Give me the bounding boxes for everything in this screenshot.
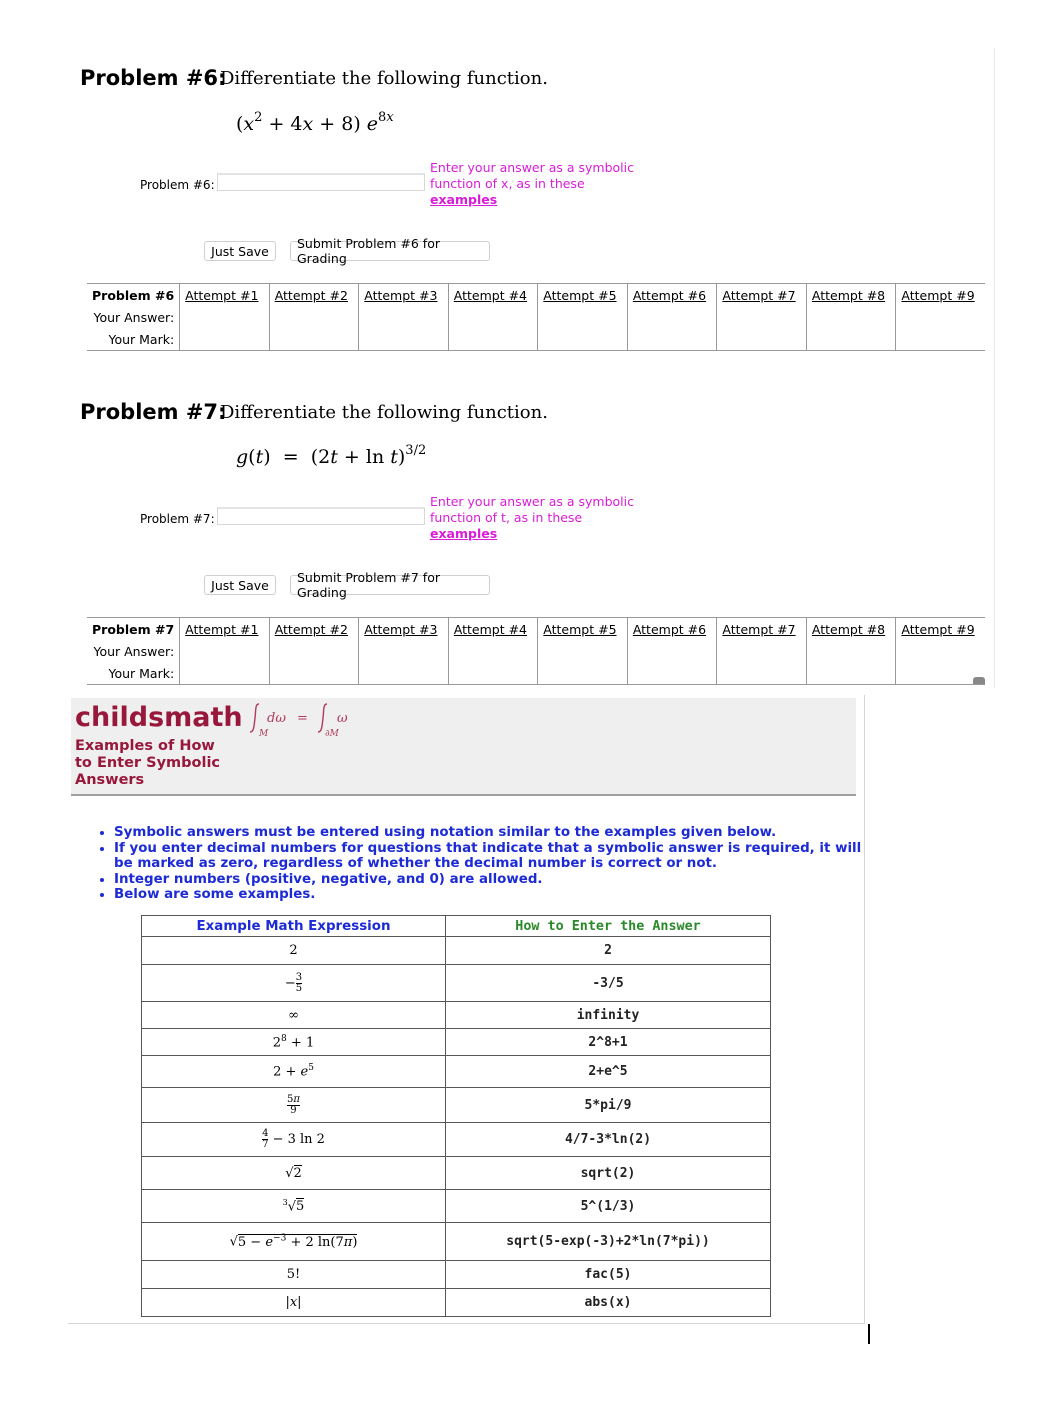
- example-expression: $\frac{4}{7}$ − 3 ln 2: [142, 1123, 446, 1157]
- problem-6-hint: Enter your answer as a symbolic function of x, as in these examples: [430, 160, 634, 207]
- rule-item: • Integer numbers (positive, negative, and 0) are allowed.: [114, 872, 864, 888]
- example-expression: 2: [142, 937, 446, 965]
- example-answer: sqrt(5-exp(-3)+2*ln(7*pi)): [446, 1223, 771, 1261]
- problem-6-field-label: Problem #6:: [140, 178, 215, 192]
- problem-6-table-header: Problem #6: [87, 284, 180, 307]
- problem-7-attempt-9[interactable]: Attempt #9: [901, 621, 975, 637]
- problem-6-instruction: Differentiate the following function.: [220, 68, 548, 89]
- problem-6-attempt-7[interactable]: Attempt #7: [722, 287, 796, 303]
- example-answer: 2+e^5: [446, 1056, 771, 1088]
- problem-6-just-save-button[interactable]: Just Save: [204, 241, 276, 261]
- problem-6-attempt-6[interactable]: Attempt #6: [632, 287, 707, 303]
- example-answer: 4/7-3*ln(2): [446, 1123, 771, 1157]
- brand-logo: childsmath: [75, 702, 243, 733]
- problem-7-hint: Enter your answer as a symbolic function of t, as in these examples: [430, 494, 634, 541]
- examples-col-expression: Example Math Expression: [142, 916, 446, 937]
- problem-7-field-label: Problem #7:: [140, 512, 215, 526]
- example-expression: ∞: [142, 1002, 446, 1029]
- example-expression: $√5 - e^{-3} + 2$ ln(7π): [142, 1223, 446, 1261]
- help-header: [71, 698, 856, 796]
- problem-7-instruction: Differentiate the following function.: [220, 402, 548, 423]
- example-expression: 5!: [142, 1261, 446, 1289]
- example-answer: sqrt(2): [446, 1157, 771, 1190]
- example-expression: $2^8 + 1$: [142, 1029, 446, 1056]
- example-answer: fac(5): [446, 1261, 771, 1289]
- example-expression: |x|: [142, 1289, 446, 1317]
- examples-help-panel: [68, 695, 865, 1324]
- rule-item: • Symbolic answers must be entered using notation similar to the examples given below.: [114, 825, 864, 841]
- examples-table: [141, 915, 771, 1317]
- svg-text:∂M: ∂M: [325, 729, 339, 736]
- problem-7-formula: $g(t) = (2t + \ln t)^{3/2}$: [236, 443, 427, 468]
- text-cursor: [868, 1324, 870, 1344]
- svg-text:ω: ω: [337, 711, 348, 726]
- problem-6-answer-input[interactable]: [217, 173, 425, 191]
- examples-col-answer: How to Enter the Answer: [446, 916, 771, 937]
- svg-text:dω: dω: [267, 711, 286, 726]
- problem-7-attempt-6[interactable]: Attempt #6: [632, 621, 707, 637]
- problem-7-just-save-button[interactable]: Just Save: [204, 575, 276, 595]
- problem-6-attempt-1[interactable]: Attempt #1: [185, 287, 259, 303]
- example-answer: 5*pi/9: [446, 1088, 771, 1123]
- problem-6-attempt-2[interactable]: Attempt #2: [274, 287, 348, 303]
- problem-6-attempt-5[interactable]: Attempt #5: [543, 287, 617, 303]
- problem-7-table-header: Problem #7: [87, 618, 180, 641]
- example-expression: $\frac{5\pi}{9}$: [142, 1088, 446, 1123]
- problem-6-examples-link[interactable]: examples: [430, 192, 498, 207]
- example-answer: 2^8+1: [446, 1029, 771, 1056]
- example-expression: $2 + e^5$: [142, 1056, 446, 1088]
- svg-text:=: =: [297, 711, 308, 726]
- problem-6-attempt-8[interactable]: Attempt #8: [811, 287, 886, 303]
- example-answer: abs(x): [446, 1289, 771, 1317]
- svg-text:M: M: [259, 729, 269, 736]
- stokes-formula-logo: [247, 700, 367, 736]
- example-expression: − $\frac{3}{5}$: [142, 965, 446, 1002]
- problem-7-attempts-table: [87, 617, 985, 685]
- problem-6-attempt-3[interactable]: Attempt #3: [364, 287, 438, 303]
- rule-item: • Below are some examples.: [114, 887, 864, 903]
- problem-7-attempt-2[interactable]: Attempt #2: [274, 621, 348, 637]
- problem-7-your-answer-label: Your Answer:: [87, 640, 180, 662]
- rules-list: [98, 825, 864, 903]
- example-answer: 5^(1/3): [446, 1190, 771, 1223]
- problem-7-attempt-8[interactable]: Attempt #8: [811, 621, 886, 637]
- problem-7-submit-button[interactable]: Submit Problem #7 for Grading: [290, 575, 490, 595]
- problem-6-attempt-4[interactable]: Attempt #4: [453, 287, 528, 303]
- problem-7-attempt-1[interactable]: Attempt #1: [185, 621, 259, 637]
- problem-7-heading: Problem #7:: [80, 400, 227, 424]
- rule-item: • If you enter decimal numbers for questions that indicate that a symbolic answer is required, it will be marked as zero, regardless of whether the decimal number is correct or not.: [114, 841, 864, 872]
- example-answer: -3/5: [446, 965, 771, 1002]
- problem-7-attempt-3[interactable]: Attempt #3: [364, 621, 438, 637]
- page-right-border: [994, 48, 995, 688]
- problem-7-answer-input[interactable]: [217, 507, 425, 525]
- problem-6-your-answer-label: Your Answer:: [87, 306, 180, 328]
- example-answer: infinity: [446, 1002, 771, 1029]
- problem-6-attempt-9[interactable]: Attempt #9: [901, 287, 975, 303]
- scrollbar-thumb[interactable]: [973, 677, 985, 684]
- problem-6-formula: $(x^2 + 4x + 8)$ $e^{8x}$: [236, 110, 394, 135]
- problem-7-examples-link[interactable]: examples: [430, 526, 498, 541]
- problem-7-attempt-7[interactable]: Attempt #7: [722, 621, 796, 637]
- example-answer: 2: [446, 937, 771, 965]
- problem-7-your-mark-label: Your Mark:: [87, 662, 180, 685]
- problem-7-attempt-4[interactable]: Attempt #4: [453, 621, 528, 637]
- help-subtitle: Examples of How to Enter Symbolic Answers: [75, 738, 221, 788]
- problem-6-attempts-table: [87, 283, 985, 351]
- problem-7-attempt-5[interactable]: Attempt #5: [543, 621, 617, 637]
- problem-6-your-mark-label: Your Mark:: [87, 328, 180, 351]
- problem-6-submit-button[interactable]: Submit Problem #6 for Grading: [290, 241, 490, 261]
- problem-6-heading: Problem #6:: [80, 66, 227, 90]
- example-expression: $^3$√5: [142, 1190, 446, 1223]
- example-expression: √2: [142, 1157, 446, 1190]
